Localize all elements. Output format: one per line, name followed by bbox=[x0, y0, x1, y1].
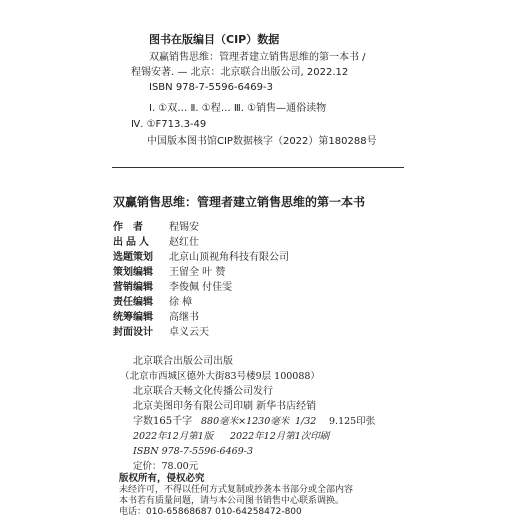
cip-classification-1: Ⅰ. ①双… Ⅱ. ①程… Ⅲ. ①销售—通俗读物 bbox=[149, 103, 327, 114]
isbn: ISBN 978-7-5596-6469-3 bbox=[133, 446, 253, 457]
divider bbox=[112, 167, 404, 168]
printer: 北京美图印务有限公司印刷 新华书店经销 bbox=[133, 401, 317, 412]
credit-label: 营销编辑 bbox=[113, 282, 153, 293]
credit-value: 李俊佩 付佳雯 bbox=[169, 282, 233, 293]
cip-record-number: 中国版本图书馆CIP数据核字（2022）第180288号 bbox=[147, 136, 377, 147]
credit-label: 统筹编辑 bbox=[113, 312, 153, 323]
credit-value: 程锡安 bbox=[169, 222, 199, 233]
credit-marketing-editor bbox=[113, 283, 232, 293]
credit-label: 作者 bbox=[113, 222, 153, 233]
credit-label: 封面设计 bbox=[113, 327, 153, 338]
credit-planning-editor bbox=[113, 268, 225, 278]
credit-value: 徐 樟 bbox=[169, 297, 193, 308]
book-title: 双赢销售思维：管理者建立销售思维的第一本书 bbox=[113, 195, 366, 209]
printing: 2022年12月第1次印刷 bbox=[230, 431, 330, 442]
credit-value: 赵红仕 bbox=[169, 237, 199, 248]
credit-label: 出品人 bbox=[113, 237, 152, 248]
publisher-address: （北京市西城区德外大街83号楼9层 100088） bbox=[120, 371, 320, 382]
cip-author-line: 程锡安著. — 北京：北京联合出版公司, 2022.12 bbox=[131, 67, 349, 78]
folio: 1/32 bbox=[295, 416, 317, 427]
printed-sheets: 9.125印张 bbox=[329, 416, 376, 427]
distributor: 北京联合天畅文化传播公司发行 bbox=[133, 386, 273, 397]
credit-label: 责任编辑 bbox=[113, 297, 153, 308]
cip-isbn: ISBN 978-7-5596-6469-3 bbox=[149, 82, 273, 93]
book-format: 880毫米×1230毫米 bbox=[201, 416, 290, 427]
credit-label: 策划编辑 bbox=[113, 267, 153, 278]
word-count: 字数165千字 bbox=[133, 416, 193, 427]
credit-value: 王留全 叶 赞 bbox=[169, 267, 226, 278]
cip-heading: 图书在版编目（CIP）数据 bbox=[149, 33, 280, 46]
credit-planning bbox=[113, 253, 289, 263]
credit-cover-design bbox=[113, 328, 209, 338]
credit-value: 北京山顶视角科技有限公司 bbox=[169, 252, 289, 263]
edition: 2022年12月第1版 bbox=[133, 431, 214, 442]
copyright-notice: 版权所有，侵权必究 bbox=[119, 473, 205, 484]
credit-producer bbox=[113, 238, 199, 248]
cip-title-line: 双赢销售思维：管理者建立销售思维的第一本书 / bbox=[149, 52, 366, 63]
cip-classification-2: Ⅳ. ①F713.3-49 bbox=[131, 119, 207, 130]
credit-author bbox=[113, 223, 199, 233]
copyright-phone: 电话：010-65868687 010-64258472-800 bbox=[119, 507, 302, 517]
credit-coordinating-editor bbox=[113, 313, 199, 323]
credit-value: 卓义云天 bbox=[169, 327, 209, 338]
credit-value: 高继书 bbox=[169, 312, 199, 323]
publisher: 北京联合出版公司出版 bbox=[133, 356, 233, 367]
credit-label: 选题策划 bbox=[113, 252, 153, 263]
copyright-restriction: 未经许可，不得以任何方式复制或抄袭本书部分或全部内容 bbox=[119, 485, 354, 495]
copyright-quality: 本书若有质量问题，请与本公司图书销售中心联系调换。 bbox=[119, 496, 345, 506]
price: 定价：78.00元 bbox=[133, 461, 199, 472]
credit-responsible-editor bbox=[113, 298, 192, 308]
